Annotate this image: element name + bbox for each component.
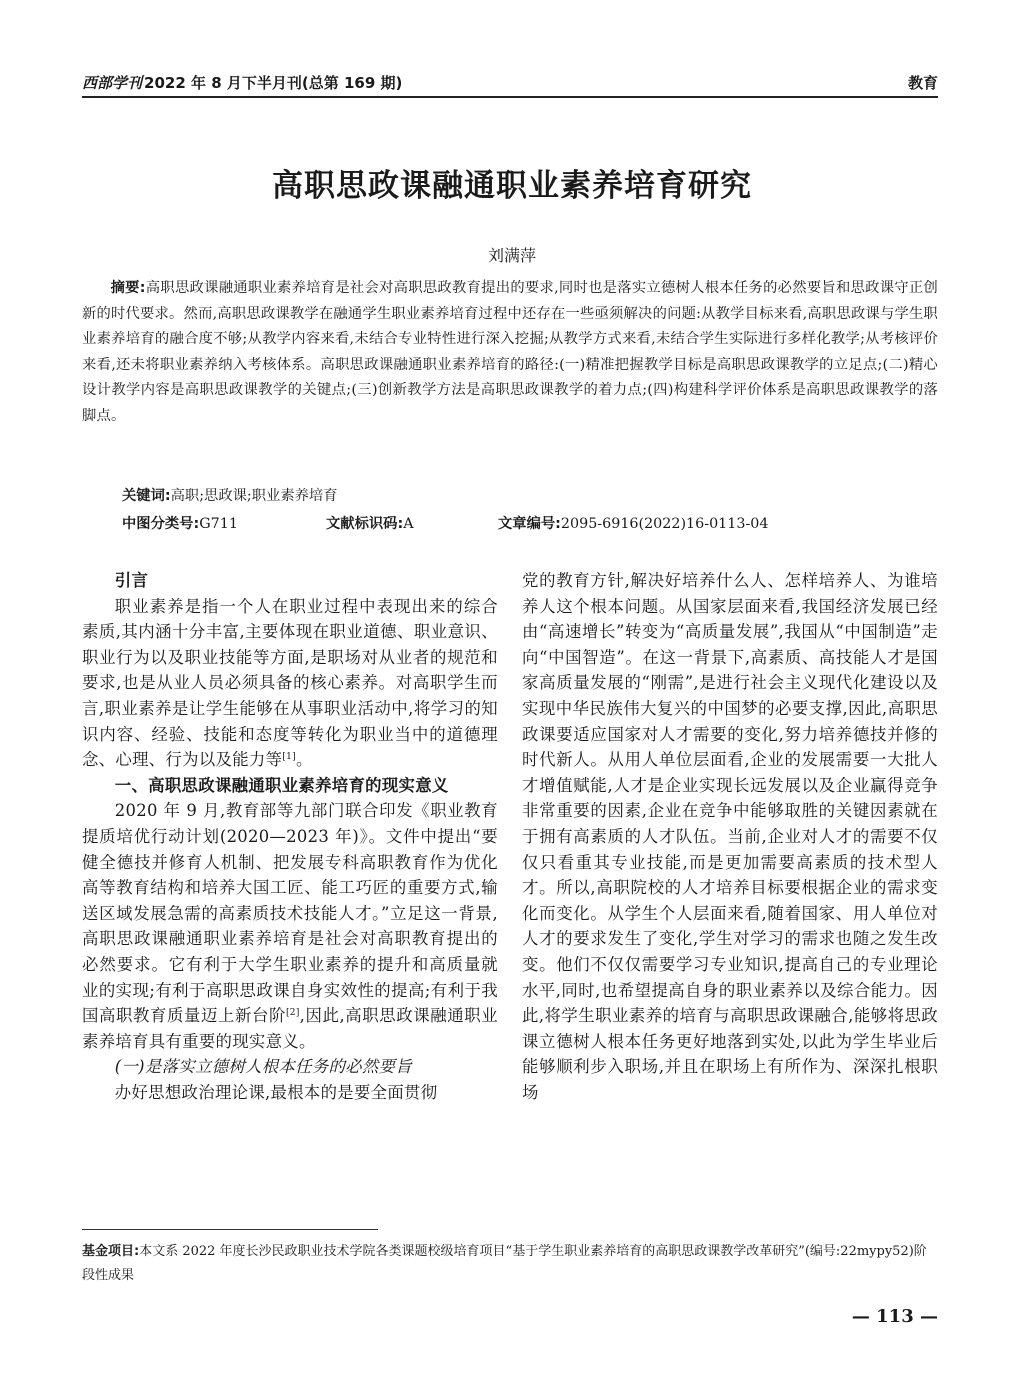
right-column-paragraph: 党的教育方针,解决好培养什么人、怎样培养人、为谁培养人这个根本问题。从国家层面来看,我国经济发展已经由“高速增长”转变为“高质量发展”,我国从“中国制造”走向“中国智造”。在这一背景下,高素质、高技能人才是国家高质量发展的“刚需”,是进行社会主义现代化建设以及实现中华民族伟大复兴的中国梦的必要支撑,因此,高职思政课要适应国家对人才需要的变化,努力培养德技并修的时代新人。从用人单位层面看,企业的发展需要一大批人才增值赋能,人才是企业实现长远发展以及企业赢得竞争非常重要的因素,企业在竞争中能够取胜的关键因素就在于拥有高素质的人才队伍。当前,企业对人才的需要不仅仅只看重其专业技能,而是更加需要高素质的技术型人才。所以,高职院校的人才培养目标要根据企业的需求变化而变化。从学生个人层面来看,随着国家、用人单位对人才的要求发生了变化,学生对学习的需求也随之发生改变。他们不仅仅需要学习专业知识,提高自己的专业理论水平,同时,也希望提高自身的职业素养以及综合能力。因此,将学生职业素养的培育与高职思政课融合,能够将思政课立德树人根本任务更好地落到实处,以此为学生毕业后能够顺利步入职场,并且在职场上有所作为、深深扎根职场: [522, 571, 938, 1102]
right-column: [522, 568, 938, 1105]
abstract-label: 摘要:: [110, 280, 146, 296]
funding-text: 本文系 2022 年度长沙民政职业技术学院各类课题校级培育项目“基于学生职业素养培育的高职思政课教学改革研究”(编号:22mypy52)阶段性成果: [82, 1244, 927, 1283]
issue-text: 2022 年 8 月下半月刊(总第 169 期): [144, 74, 403, 92]
journal-logo: 西部学刊: [82, 74, 143, 92]
article-no-label: 文章编号:: [498, 516, 561, 532]
clc-label: 中图分类号:: [122, 516, 200, 532]
funding-footnote: [82, 1240, 938, 1288]
funding-label: 基金项目:: [82, 1244, 140, 1259]
page-number: — 113 —: [851, 1306, 938, 1327]
article-title: 高职思政课融通职业素养培育研究: [272, 168, 752, 204]
doc-code-value: A: [403, 516, 414, 532]
classification-line: [122, 513, 768, 533]
doc-code-label: 文献标识码:: [326, 516, 404, 532]
subsection-1-paragraph: 办好思想政治理论课,最根本的是要全面贯彻: [114, 1082, 438, 1102]
author-name: 刘满萍: [487, 246, 536, 265]
citation-2: [2]: [286, 1008, 300, 1019]
keywords-label: 关键词:: [122, 488, 171, 504]
citation-1: [1]: [282, 752, 296, 763]
article-no-value: 2095-6916(2022)16-0113-04: [560, 516, 769, 532]
intro-paragraph: 职业素养是指一个人在职业过程中表现出来的综合素质,其内涵十分丰富,主要体现在职业道德、职业意识、职业行为以及职业技能等方面,是职场对从业者的规范和要求,也是从业人员必须具备的核心素养。对高职学生而言,职业素养是让学生能够在从事职业活动中,将学习的知识内容、经验、技能和态度等转化为职业当中的道德理念、心理、行为以及能力等[1]。: [82, 596, 498, 770]
clc-value: G711: [199, 516, 238, 532]
footnote-divider: [82, 1229, 378, 1230]
section-label: 教育: [907, 74, 938, 92]
intro-heading: 引言: [114, 571, 149, 590]
abstract: [82, 276, 938, 429]
keywords: [122, 485, 338, 505]
section-1-heading: 一、高职思政课融通职业素养培育的现实意义: [114, 775, 449, 795]
journal-issue: [82, 72, 402, 93]
subsection-1-heading: (一)是落实立德树人根本任务的必然要旨: [114, 1057, 412, 1077]
left-column: [82, 568, 498, 1105]
keywords-text: 高职;思政课;职业素养培育: [170, 488, 338, 504]
abstract-text: 高职思政课融通职业素养培育是社会对高职思政教育提出的要求,同时也是落实立德树人根本任务的必然要旨和思政课守正创新的时代要求。然而,高职思政课教学在融通学生职业素养培育过程中还存在一些亟须解决的问题:从教学目标来看,高职思政课与学生职业素养培育的融合度不够;从教学内容来看,未结合专业特性进行深入挖掘;从教学方式来看,未结合学生实际进行多样化教学;从考核评价来看,还未将职业素养纳入考核体系。高职思政课融通职业素养培育的路径:(一)精准把握教学目标是高职思政课教学的立足点;(二)精心设计教学内容是高职思政课教学的关键点;(三)创新教学方法是高职思政课教学的着力点;(四)构建科学评价体系是高职思政课教学的落脚点。: [82, 280, 938, 424]
running-header: [82, 70, 938, 98]
section-1-paragraph: 2020 年 9 月,教育部等九部门联合印发《职业教育提质培优行动计划(2020—2023 年)》。文件中提出“要健全德技并修育人机制、把发展专科高职教育作为优化高等教育结构和培养大国工匠、能工巧匠的重要方式,输送区域发展急需的高素质技术技能人才。”立足这一背景,高职思政课融通职业素养培育是社会对高职教育提出的必然要求。它有利于大学生职业素养的提升和高质量就业的实现;有利于高职思政课自身实效性的提高;有利于我国高职教育质量迈上新台阶[2],因此,高职思政课融通职业素养培育具有重要的现实意义。: [82, 801, 498, 1051]
